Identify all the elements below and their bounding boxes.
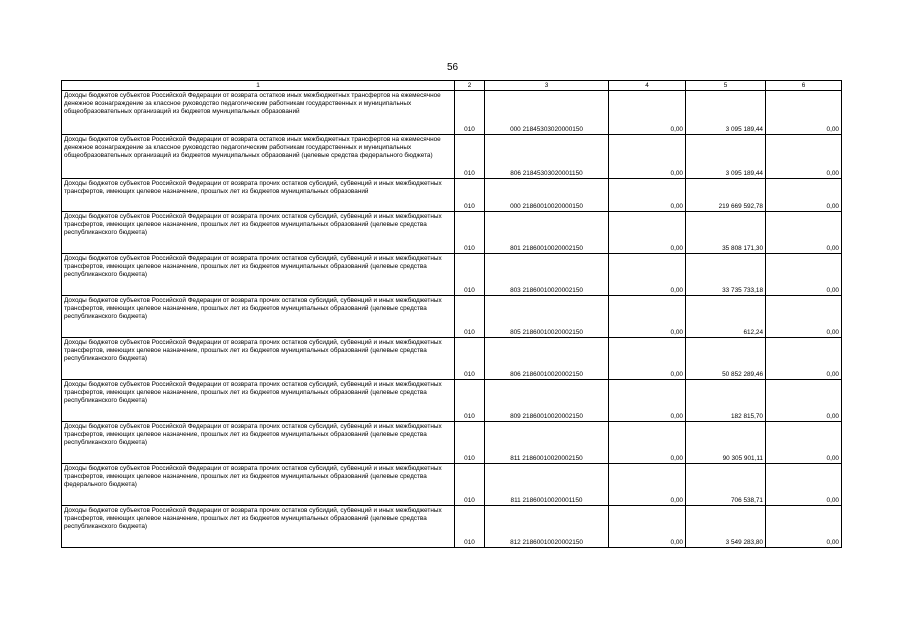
table-row	[62, 296, 842, 338]
table-row	[62, 179, 842, 212]
row-value-5: 35 808 171,30	[686, 212, 766, 254]
row-budget-code: 801 21860010020002150	[485, 212, 609, 254]
row-value-5: 50 852 289,46	[686, 338, 766, 380]
row-value-4: 0,00	[609, 135, 686, 179]
table-row	[62, 380, 842, 422]
row-value-5: 90 305 901,11	[686, 422, 766, 464]
row-value-6: 0,00	[766, 296, 842, 338]
row-value-5: 612,24	[686, 296, 766, 338]
row-line-code: 010	[455, 422, 485, 464]
row-value-5: 706 538,71	[686, 464, 766, 506]
column-header-6: 6	[766, 81, 842, 91]
row-description: Доходы бюджетов субъектов Российской Федерации от возврата остатков иных межбюджетных трансфертов на ежемесячное денежное вознаграждение за классное руководство педагогическим работникам государственных и муниципальных общеобразовательных организаций из бюджетов муниципальных образований	[62, 91, 455, 135]
row-description: Доходы бюджетов субъектов Российской Федерации от возврата прочих остатков субсидий, субвенций и иных межбюджетных трансфертов, имеющих целевое назначение, прошлых лет из бюджетов муниципальных образований (целевые средства республиканского бюджета)	[62, 338, 455, 380]
row-value-6: 0,00	[766, 212, 842, 254]
row-line-code: 010	[455, 338, 485, 380]
row-description: Доходы бюджетов субъектов Российской Федерации от возврата остатков иных межбюджетных трансфертов на ежемесячное денежное вознаграждение за классное руководство педагогическим работникам государственных и муниципальных общеобразовательных организаций из бюджетов муниципальных образований (целевые средства федерального бюджета)	[62, 135, 455, 179]
row-line-code: 010	[455, 179, 485, 212]
row-description: Доходы бюджетов субъектов Российской Федерации от возврата прочих остатков субсидий, субвенций и иных межбюджетных трансфертов, имеющих целевое назначение, прошлых лет из бюджетов муниципальных образований (целевые средства республиканского бюджета)	[62, 506, 455, 548]
row-value-4: 0,00	[609, 422, 686, 464]
row-value-4: 0,00	[609, 464, 686, 506]
row-value-5: 3 095 189,44	[686, 91, 766, 135]
table-row	[62, 338, 842, 380]
budget-report-table	[61, 80, 842, 548]
table-row	[62, 91, 842, 135]
row-value-4: 0,00	[609, 506, 686, 548]
row-line-code: 010	[455, 380, 485, 422]
row-value-4: 0,00	[609, 296, 686, 338]
row-description: Доходы бюджетов субъектов Российской Федерации от возврата прочих остатков субсидий, субвенций и иных межбюджетных трансфертов, имеющих целевое назначение, прошлых лет из бюджетов муниципальных образований	[62, 179, 455, 212]
column-header-3: 3	[485, 81, 609, 91]
row-value-6: 0,00	[766, 338, 842, 380]
column-header-4: 4	[609, 81, 686, 91]
row-line-code: 010	[455, 212, 485, 254]
row-value-5: 219 669 592,78	[686, 179, 766, 212]
row-line-code: 010	[455, 296, 485, 338]
row-line-code: 010	[455, 464, 485, 506]
row-budget-code: 812 21860010020002150	[485, 506, 609, 548]
row-value-4: 0,00	[609, 338, 686, 380]
row-budget-code: 803 21860010020002150	[485, 254, 609, 296]
column-header-2: 2	[455, 81, 485, 91]
page-number: 56	[446, 62, 459, 73]
row-description: Доходы бюджетов субъектов Российской Федерации от возврата прочих остатков субсидий, субвенций и иных межбюджетных трансфертов, имеющих целевое назначение, прошлых лет из бюджетов муниципальных образований (целевые средства республиканского бюджета)	[62, 422, 455, 464]
row-budget-code: 811 21860010020001150	[485, 464, 609, 506]
column-header-5: 5	[686, 81, 766, 91]
row-line-code: 010	[455, 135, 485, 179]
row-budget-code: 805 21860010020002150	[485, 296, 609, 338]
row-value-5: 3 095 189,44	[686, 135, 766, 179]
row-budget-code: 000 21860010020000150	[485, 179, 609, 212]
row-budget-code: 811 21860010020002150	[485, 422, 609, 464]
row-line-code: 010	[455, 254, 485, 296]
row-value-6: 0,00	[766, 380, 842, 422]
row-value-5: 33 735 733,18	[686, 254, 766, 296]
row-description: Доходы бюджетов субъектов Российской Федерации от возврата прочих остатков субсидий, субвенций и иных межбюджетных трансфертов, имеющих целевое назначение, прошлых лет из бюджетов муниципальных образований (целевые средства федерального бюджета)	[62, 464, 455, 506]
table-header-row	[62, 81, 842, 91]
row-budget-code: 809 21860010020002150	[485, 380, 609, 422]
row-budget-code: 806 21845303020001150	[485, 135, 609, 179]
row-value-6: 0,00	[766, 135, 842, 179]
row-description: Доходы бюджетов субъектов Российской Федерации от возврата прочих остатков субсидий, субвенций и иных межбюджетных трансфертов, имеющих целевое назначение, прошлых лет из бюджетов муниципальных образований (целевые средства республиканского бюджета)	[62, 296, 455, 338]
table-row	[62, 422, 842, 464]
table-row	[62, 212, 842, 254]
row-value-4: 0,00	[609, 91, 686, 135]
row-value-6: 0,00	[766, 254, 842, 296]
row-description: Доходы бюджетов субъектов Российской Федерации от возврата прочих остатков субсидий, субвенций и иных межбюджетных трансфертов, имеющих целевое назначение, прошлых лет из бюджетов муниципальных образований (целевые средства республиканского бюджета)	[62, 380, 455, 422]
row-line-code: 010	[455, 91, 485, 135]
column-header-1: 1	[62, 81, 455, 91]
table-row	[62, 254, 842, 296]
row-value-4: 0,00	[609, 212, 686, 254]
table-row	[62, 135, 842, 179]
row-value-4: 0,00	[609, 254, 686, 296]
row-value-6: 0,00	[766, 91, 842, 135]
table-row	[62, 506, 842, 548]
row-value-5: 3 549 283,80	[686, 506, 766, 548]
row-budget-code: 000 21845303020000150	[485, 91, 609, 135]
table-row	[62, 464, 842, 506]
row-value-4: 0,00	[609, 179, 686, 212]
row-value-4: 0,00	[609, 380, 686, 422]
row-value-6: 0,00	[766, 179, 842, 212]
row-description: Доходы бюджетов субъектов Российской Федерации от возврата прочих остатков субсидий, субвенций и иных межбюджетных трансфертов, имеющих целевое назначение, прошлых лет из бюджетов муниципальных образований (целевые средства республиканского бюджета)	[62, 212, 455, 254]
row-value-5: 182 815,70	[686, 380, 766, 422]
row-line-code: 010	[455, 506, 485, 548]
row-value-6: 0,00	[766, 422, 842, 464]
row-budget-code: 806 21860010020002150	[485, 338, 609, 380]
row-value-6: 0,00	[766, 506, 842, 548]
row-description: Доходы бюджетов субъектов Российской Федерации от возврата прочих остатков субсидий, субвенций и иных межбюджетных трансфертов, имеющих целевое назначение, прошлых лет из бюджетов муниципальных образований (целевые средства республиканского бюджета)	[62, 254, 455, 296]
row-value-6: 0,00	[766, 464, 842, 506]
